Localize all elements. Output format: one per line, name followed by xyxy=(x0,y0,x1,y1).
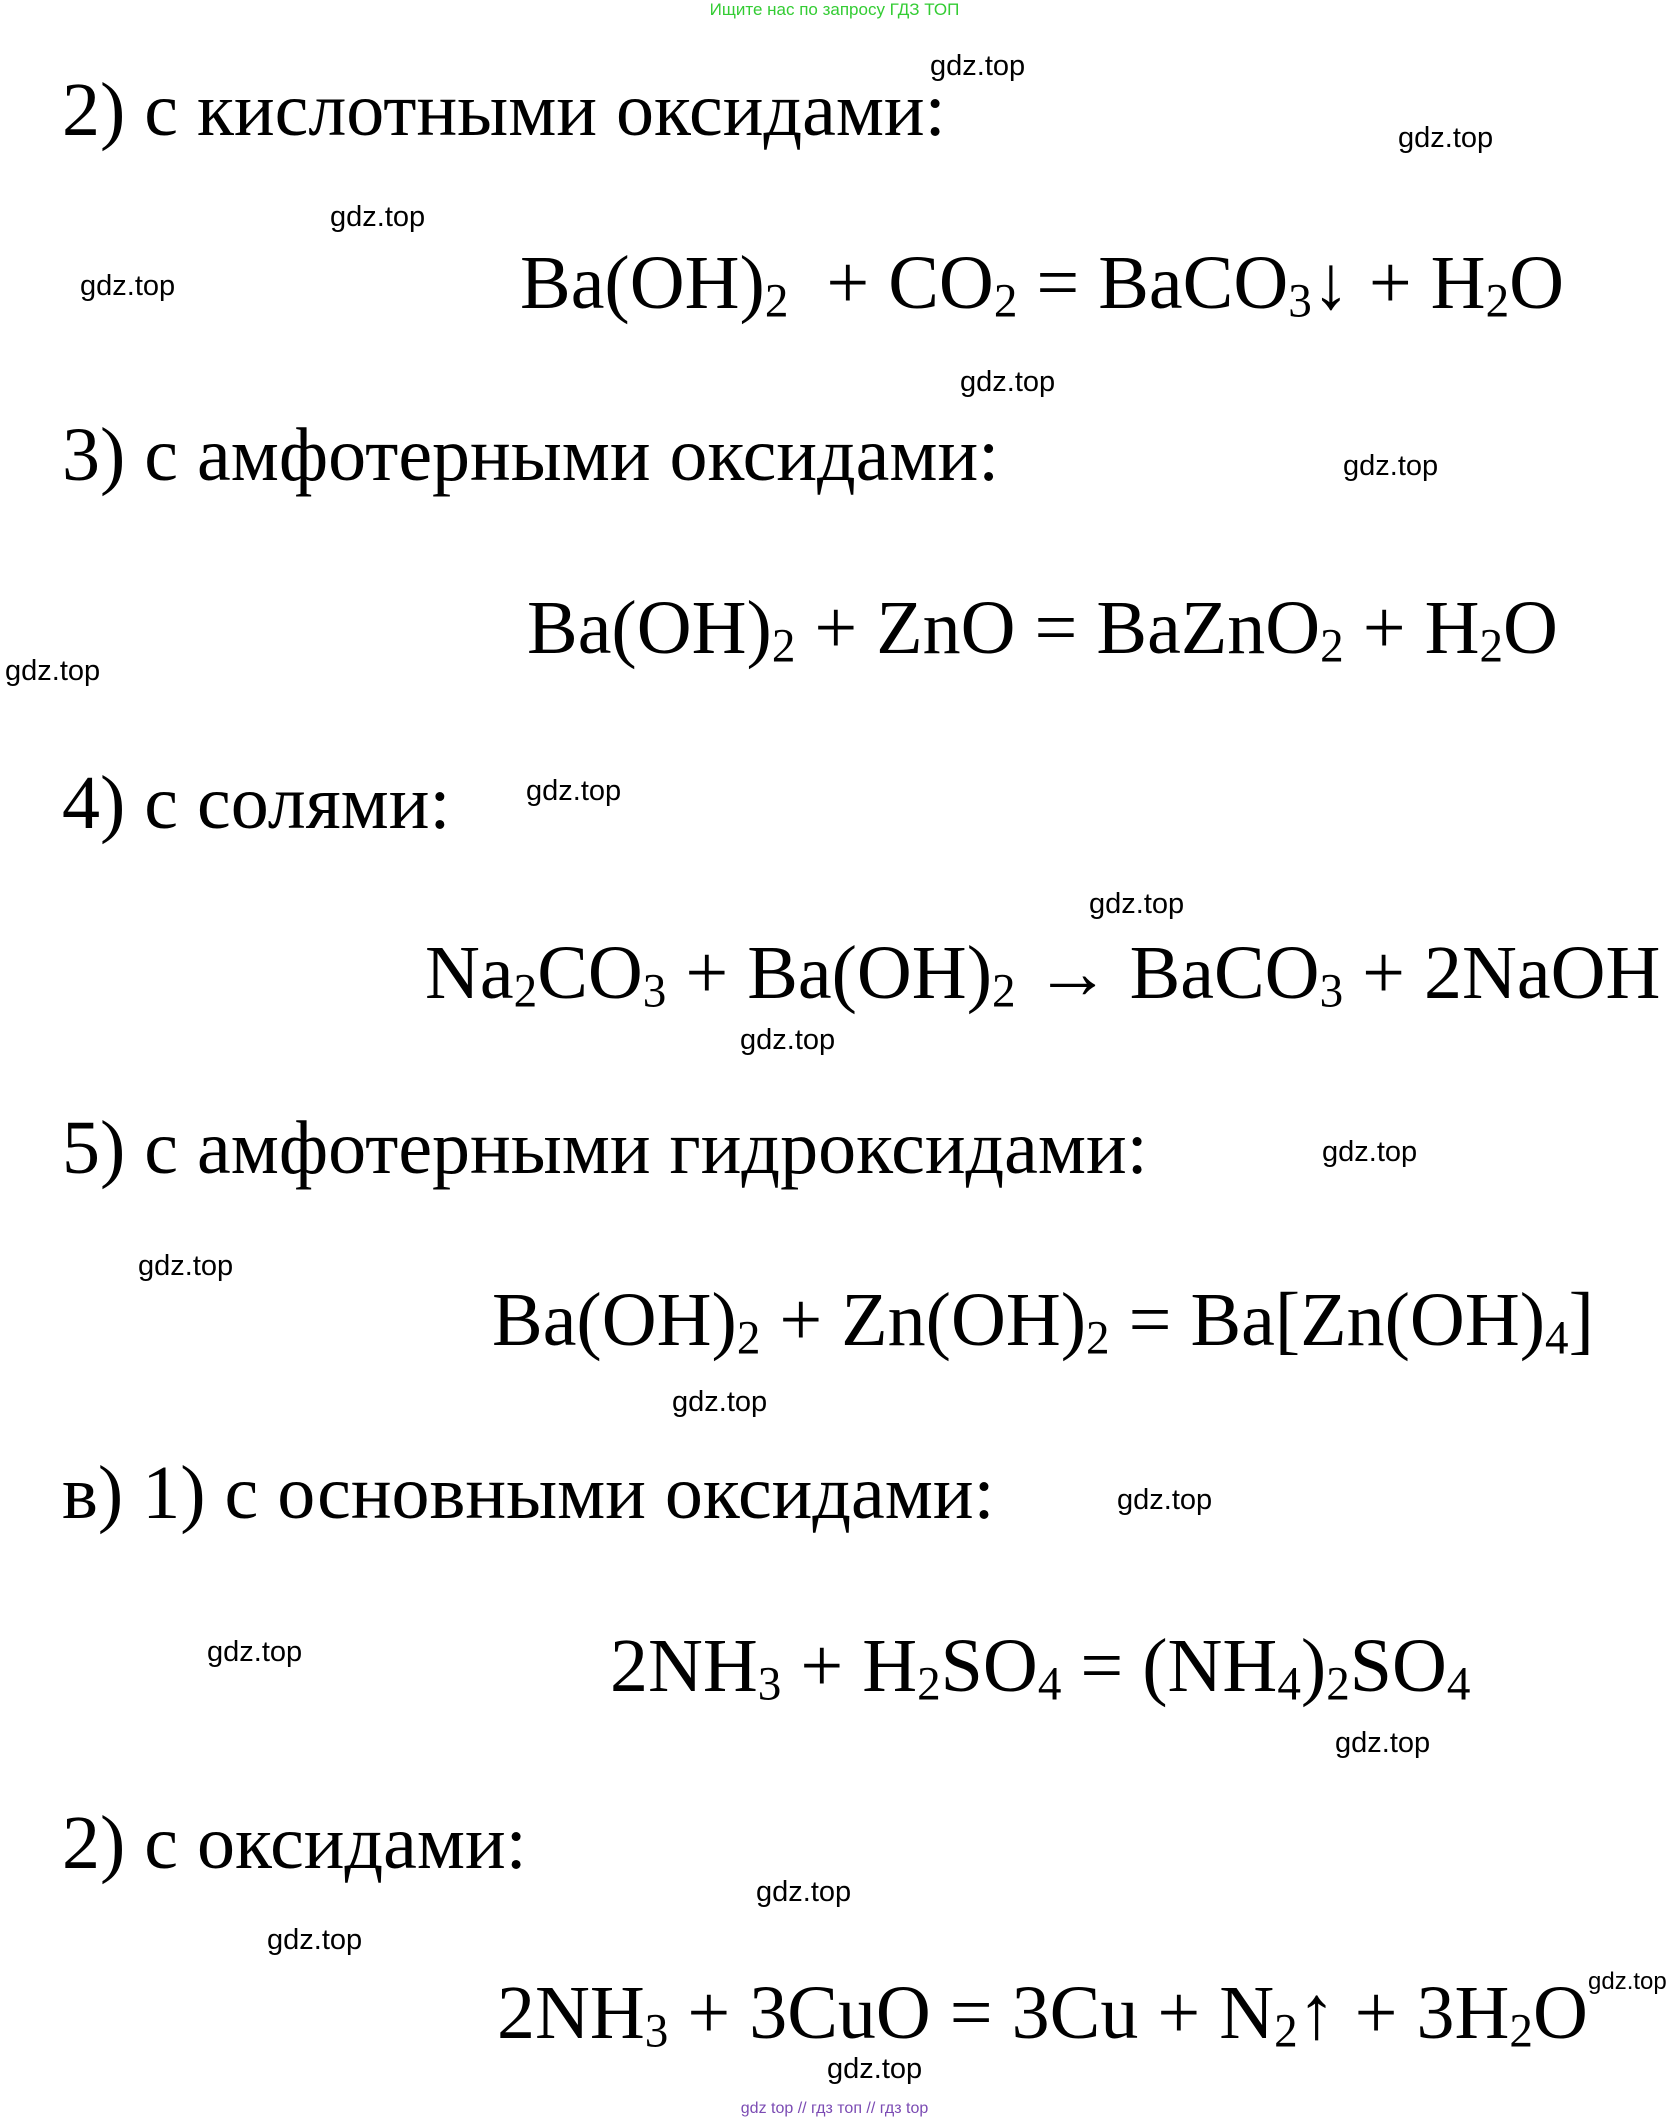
equation xyxy=(492,1278,1594,1365)
equation-subscript: 3 xyxy=(1288,275,1312,328)
equation-text: Ba(OH) xyxy=(527,586,772,670)
equation-subscript: 2 xyxy=(1326,1658,1350,1711)
equation-text: ↑ + 3H xyxy=(1297,1971,1510,2055)
watermark: gdz.top xyxy=(267,1924,363,1956)
watermark: gdz.top xyxy=(740,1024,836,1056)
equation-subscript: 2 xyxy=(513,965,538,1018)
equation-text: → BaCO xyxy=(1015,931,1320,1015)
watermark: gdz.top xyxy=(1117,1484,1213,1516)
equation-subscript: 2 xyxy=(1485,275,1510,328)
equation-text: + 2NaOH xyxy=(1343,931,1661,1015)
watermark: gdz.top xyxy=(1588,1968,1667,1995)
equation-text: ] xyxy=(1568,1278,1594,1362)
equation-text: + CO xyxy=(788,241,994,325)
equation-subscript: 3 xyxy=(642,965,667,1018)
equation-subscript: 2 xyxy=(764,275,789,328)
equation-text: 2NH xyxy=(610,1624,758,1708)
equation-subscript: 2 xyxy=(992,965,1016,1018)
equation-subscript: 4 xyxy=(1545,1312,1569,1365)
equation xyxy=(610,1624,1471,1711)
watermark: gdz.top xyxy=(756,1876,852,1908)
watermark: gdz.top xyxy=(5,655,101,687)
watermark: gdz.top xyxy=(827,2053,923,2085)
top-banner: Ищите нас по запросу ГДЗ ТОП xyxy=(709,0,960,19)
equation-text: Na xyxy=(425,931,514,1015)
equation-text: = (NH xyxy=(1061,1624,1278,1708)
section-heading-salts: 4) с солями: xyxy=(62,761,451,845)
section-heading-oxides: 2) с оксидами: xyxy=(62,1801,527,1885)
watermark: gdz.top xyxy=(526,775,622,807)
equation xyxy=(527,586,1558,673)
watermark: gdz.top xyxy=(960,366,1056,398)
equation-text: = Ba[Zn(OH) xyxy=(1109,1278,1546,1362)
equation-subscript: 4 xyxy=(1446,1658,1471,1711)
equation-subscript: 3 xyxy=(757,1658,782,1711)
section-heading-amphoteric-oxides: 3) с амфотерными оксидами: xyxy=(62,413,1000,497)
equation xyxy=(497,1971,1588,2058)
equation-subscript: 2 xyxy=(1509,2005,1533,2058)
equation-text: + ZnO = BaZnO xyxy=(795,586,1321,670)
equation-text: Ba(OH) xyxy=(492,1278,737,1362)
section-heading-basic-oxides: в) 1) с основными оксидами: xyxy=(62,1451,995,1535)
watermark: gdz.top xyxy=(1322,1136,1418,1168)
equation-text: SO xyxy=(940,1624,1038,1708)
equation-text: Ba(OH) xyxy=(520,241,765,325)
watermark: gdz.top xyxy=(80,270,176,302)
watermark: gdz.top xyxy=(207,1636,303,1668)
section-heading-acidic-oxides: 2) с кислотными оксидами: xyxy=(62,68,946,152)
equation-text: ↓ + H xyxy=(1311,241,1486,325)
watermark: gdz.top xyxy=(1343,450,1439,482)
equation-text: O xyxy=(1532,1971,1588,2055)
equation-subscript: 2 xyxy=(1086,1312,1110,1365)
equation-subscript: 2 xyxy=(917,1658,941,1711)
equation-text: + 3CuO = 3Cu + N xyxy=(668,1971,1275,2055)
equation-subscript: 4 xyxy=(1037,1658,1062,1711)
equation-text: + Zn(OH) xyxy=(760,1278,1087,1362)
equation-text: O xyxy=(1503,586,1558,670)
watermark: gdz.top xyxy=(672,1386,768,1418)
watermark: gdz.top xyxy=(1089,888,1185,920)
equation-subscript: 2 xyxy=(1274,2005,1298,2058)
equation-subscript: 2 xyxy=(771,620,796,673)
equation-subscript: 2 xyxy=(736,1312,761,1365)
equation-subscript: 2 xyxy=(1320,620,1344,673)
equation-text: + H xyxy=(781,1624,918,1708)
equation xyxy=(520,241,1565,328)
equation-subscript: 2 xyxy=(1479,620,1504,673)
watermark: gdz.top xyxy=(138,1250,234,1282)
equation-subscript: 3 xyxy=(1319,965,1344,1018)
watermark: gdz.top xyxy=(1398,122,1494,154)
equation-text: + Ba(OH) xyxy=(666,931,992,1015)
equation-text: O xyxy=(1509,241,1565,325)
equation xyxy=(425,931,1661,1018)
equation-subscript: 2 xyxy=(993,275,1018,328)
equation-text: SO xyxy=(1349,1624,1447,1708)
footer-links: gdz top // гдз топ // гдз top xyxy=(740,2100,929,2117)
watermark: gdz.top xyxy=(1335,1727,1431,1759)
watermark: gdz.top xyxy=(330,201,426,233)
equation-text: = BaCO xyxy=(1017,241,1289,325)
equation-text: + H xyxy=(1343,586,1480,670)
equation-subscript: 4 xyxy=(1277,1658,1301,1711)
equation-text: CO xyxy=(537,931,643,1015)
watermark: gdz.top xyxy=(930,50,1026,82)
section-heading-amphoteric-hydroxides: 5) с амфотерными гидроксидами: xyxy=(62,1106,1148,1190)
equation-text: ) xyxy=(1300,1624,1327,1708)
equation-subscript: 3 xyxy=(644,2005,669,2058)
equation-text: 2NH xyxy=(497,1971,645,2055)
